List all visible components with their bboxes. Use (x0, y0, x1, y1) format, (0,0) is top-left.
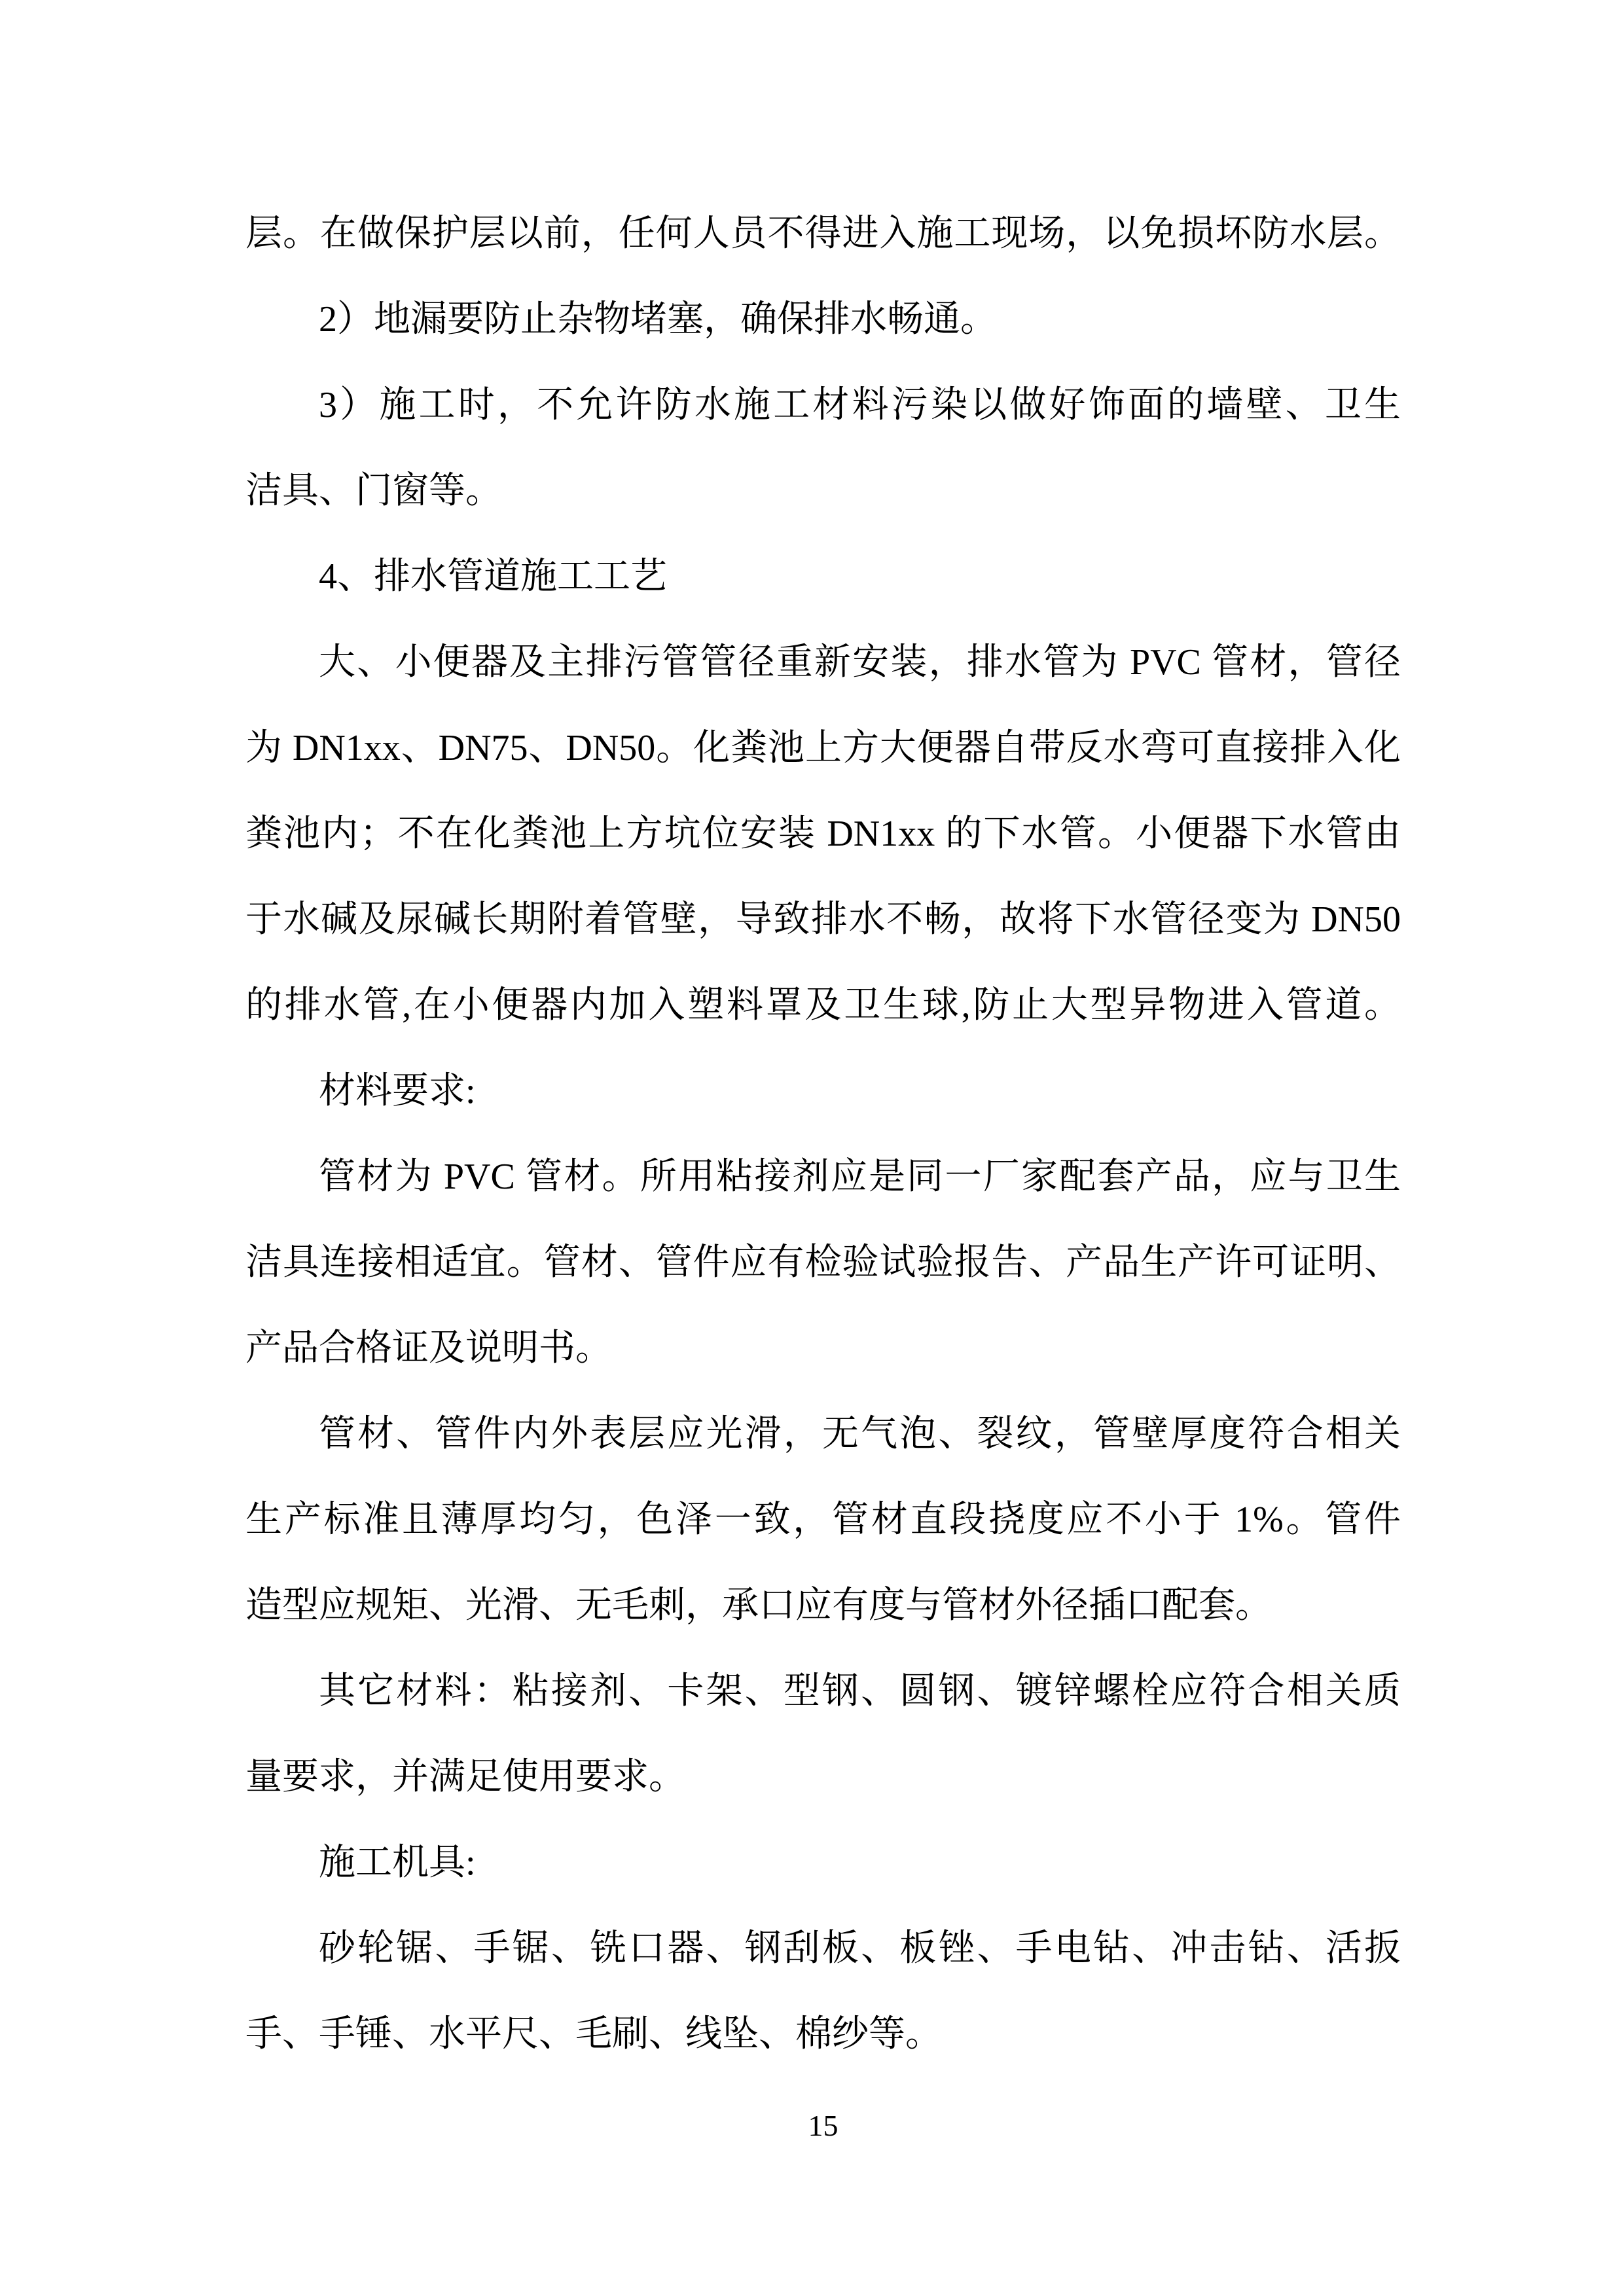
text-line: 施工机具: (319, 1842, 476, 1883)
text-line: 生产标准且薄厚均匀，色泽一致，管材直段挠度应不小于 1%。管件 (245, 1499, 1401, 1540)
text-line: 层。在做保护层以前，任何人员不得进入施工现场，以免损坏防水层。 (245, 213, 1401, 254)
text-line: 洁具、门窗等。 (245, 471, 502, 511)
text-line: 管材为 PVC 管材。所用粘接剂应是同一厂家配套产品，应与卫生 (319, 1157, 1401, 1197)
text-line: 大、小便器及主排污管管径重新安装，排水管为 PVC 管材，管径 (319, 642, 1401, 683)
text-line: 为 DN1xx、DN75、DN50。化粪池上方大便器自带反水弯可直接排入化 (245, 728, 1401, 768)
text-line: 2）地漏要防止杂物堵塞，确保排水畅通。 (319, 299, 997, 340)
text-line: 产品合格证及说明书。 (245, 1328, 612, 1369)
text-line: 于水碱及尿碱长期附着管壁，导致排水不畅，故将下水管径变为 DN50 (245, 899, 1401, 940)
document-body (245, 191, 1401, 2077)
text-line: 手、手锤、水平尺、毛刷、线坠、棉纱等。 (245, 2014, 942, 2054)
text-line: 砂轮锯、手锯、铣口器、钢刮板、板锉、手电钻、冲击钻、活扳 (319, 1928, 1401, 1969)
text-line: 材料要求: (319, 1071, 476, 1111)
text-line: 量要求，并满足使用要求。 (245, 1757, 685, 1797)
text-line: 其它材料：粘接剂、卡架、型钢、圆钢、镀锌螺栓应符合相关质 (319, 1671, 1401, 1712)
text-line: 粪池内；不在化粪池上方坑位安装 DN1xx 的下水管。小便器下水管由 (245, 814, 1401, 854)
text-line: 造型应规矩、光滑、无毛刺，承口应有度与管材外径插口配套。 (245, 1585, 1272, 1626)
text-line: 的排水管,在小便器内加入塑料罩及卫生球,防止大型异物进入管道。 (245, 985, 1401, 1026)
text-line: 管材、管件内外表层应光滑，无气泡、裂纹，管壁厚度符合相关 (319, 1414, 1401, 1454)
text-line: 4、排水管道施工工艺 (319, 556, 667, 597)
text-line: 洁具连接相适宜。管材、管件应有检验试验报告、产品生产许可证明、 (245, 1242, 1401, 1283)
text-line: 3）施工时，不允许防水施工材料污染以做好饰面的墙壁、卫生 (319, 385, 1401, 425)
page-number: 15 (808, 2109, 839, 2142)
